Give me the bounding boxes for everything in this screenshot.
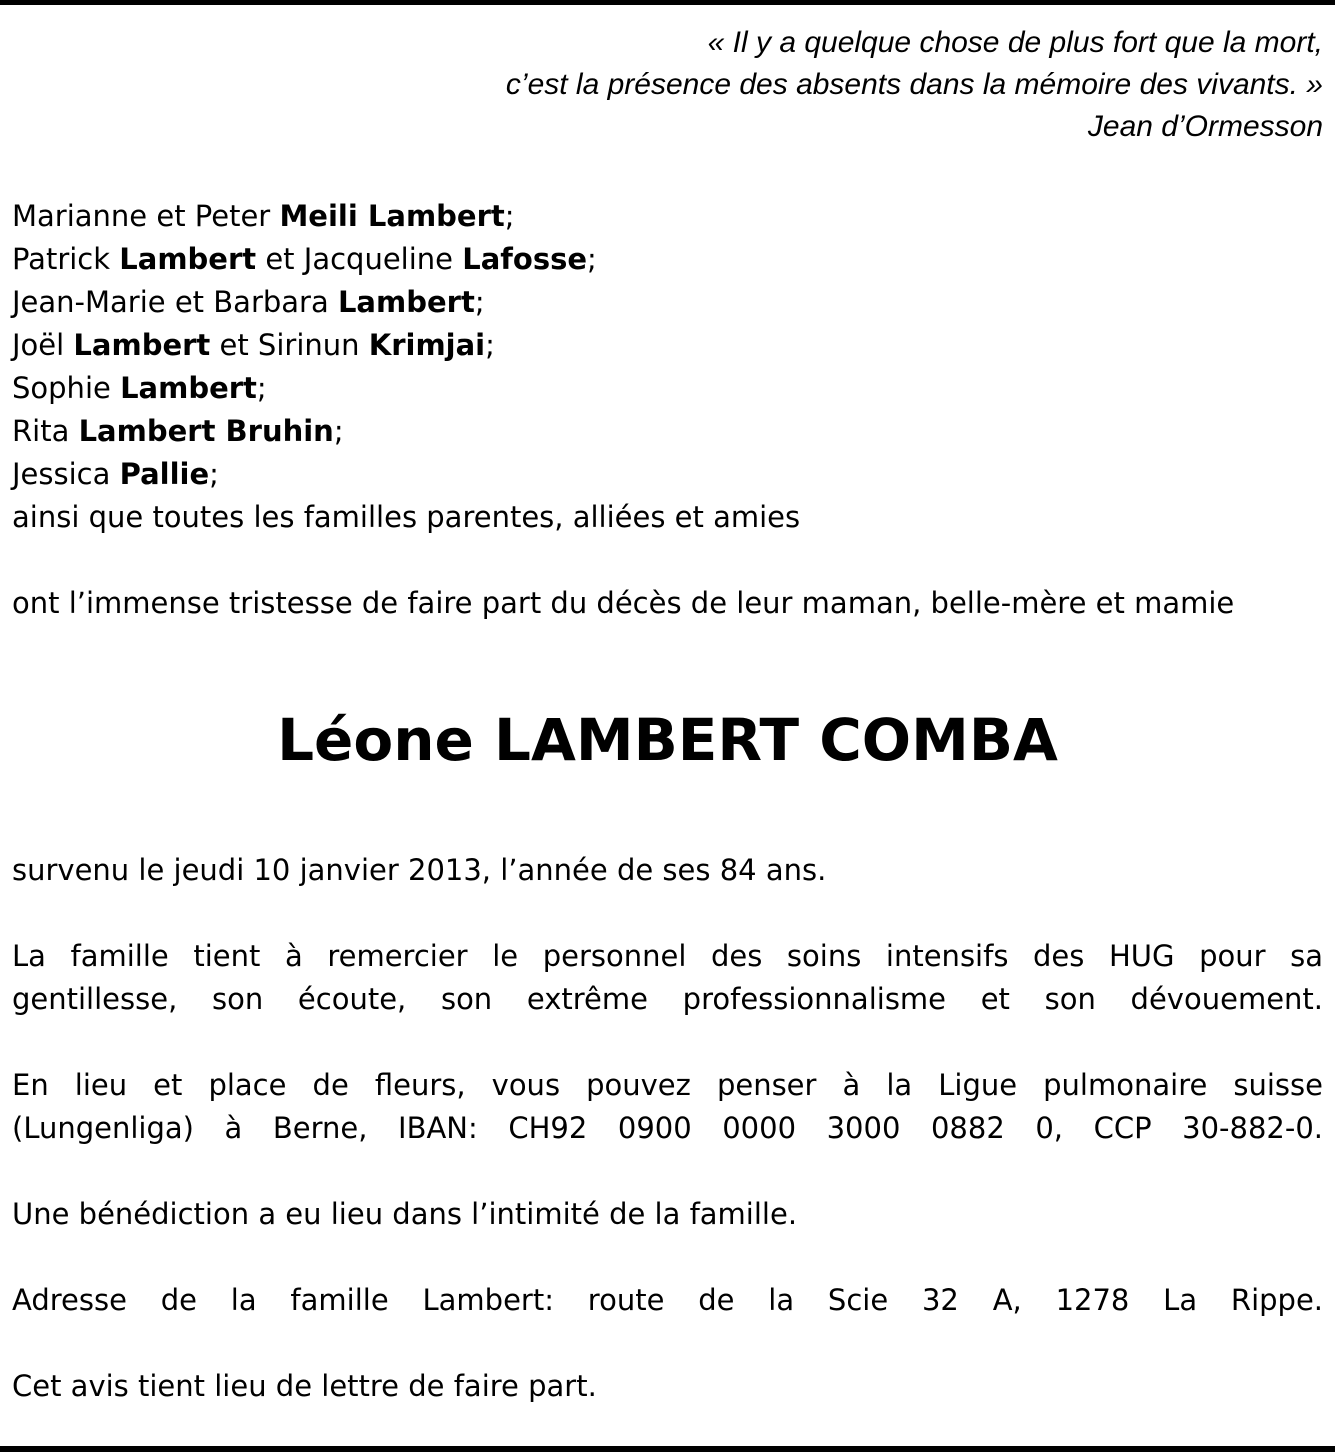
family-surname: Lambert Bruhin [78, 414, 334, 448]
family-punctuation: ; [256, 371, 267, 405]
family-surname: Lambert [119, 242, 257, 276]
family-punctuation: ; [587, 242, 597, 276]
family-given-names: Jessica [12, 457, 120, 491]
family-given-names: Marianne et Peter [12, 199, 280, 233]
family-line [12, 496, 1323, 539]
donation-paragraph [12, 1064, 1323, 1150]
family-connector: et Sirinun [210, 328, 369, 362]
family-line [12, 410, 1323, 453]
family-surname: Meili Lambert [279, 199, 505, 233]
announcement-text: ont l’immense tristesse de faire part du décès de leur maman, belle-mère et mamie [12, 586, 1235, 620]
family-list [12, 195, 1323, 539]
family-line [12, 238, 1323, 281]
family-given-names: Rita [12, 414, 79, 448]
bottom-rule [0, 1446, 1335, 1452]
family-connector: et Jacqueline [256, 242, 463, 276]
thanks-paragraph [12, 935, 1323, 1021]
family-punctuation: ; [474, 285, 485, 319]
address-paragraph [12, 1279, 1323, 1322]
family-punctuation: ; [209, 457, 219, 491]
family-given-names: Sophie [12, 371, 121, 405]
family-punctuation: ; [504, 199, 515, 233]
family-surname: Lambert [337, 285, 475, 319]
family-given-names: ainsi que toutes les familles parentes, alliées et amies [12, 500, 801, 534]
family-line [12, 453, 1323, 496]
obituary-notice [12, 22, 1323, 1408]
family-line [12, 195, 1323, 238]
thanks-line-2: gentillesse, son écoute, son extrême professionnalisme et son dévouement. [12, 982, 1323, 1016]
blessing-paragraph: Une bénédiction a eu lieu dans l’intimité de la famille. [12, 1197, 798, 1231]
date-line: survenu le jeudi 10 janvier 2013, l’année de ses 84 ans. [12, 853, 827, 887]
family-line [12, 281, 1323, 324]
family-punctuation: ; [485, 328, 495, 362]
address-line: Adresse de la famille Lambert: route de la Scie 32 A, 1278 La Rippe. [12, 1283, 1323, 1317]
epigraph-author: Jean d’Ormesson [1087, 110, 1323, 143]
deceased-name: Léone LAMBERT COMBA [277, 706, 1058, 774]
family-surname: Lambert [120, 371, 257, 405]
donation-line-2: (Lungenliga) à Berne, IBAN: CH92 0900 0000 3000 0882 0, CCP 30-882-0. [12, 1111, 1323, 1145]
epigraph-quote [12, 22, 1323, 148]
epigraph-line-1: « Il y a quelque chose de plus fort que la mort, [707, 26, 1323, 59]
top-rule [0, 0, 1335, 5]
donation-line-1: En lieu et place de fleurs, vous pouvez penser à la Ligue pulmonaire suisse [12, 1068, 1323, 1102]
family-surname: Pallie [119, 457, 210, 491]
epigraph-line-2: c’est la présence des absents dans la mémoire des vivants. » [505, 68, 1323, 101]
family-surname-2: Lafosse [462, 242, 588, 276]
family-line [12, 367, 1323, 410]
closing-paragraph: Cet avis tient lieu de lettre de faire part. [12, 1369, 597, 1403]
family-line [12, 324, 1323, 367]
family-given-names: Patrick [12, 242, 120, 276]
family-surname-2: Krimjai [368, 328, 486, 362]
family-given-names: Jean-Marie et Barbara [12, 285, 338, 319]
family-given-names: Joël [12, 328, 74, 362]
family-surname: Lambert [73, 328, 211, 362]
thanks-line-1: La famille tient à remercier le personnel des soins intensifs des HUG pour sa [12, 939, 1323, 973]
family-punctuation: ; [333, 414, 344, 448]
